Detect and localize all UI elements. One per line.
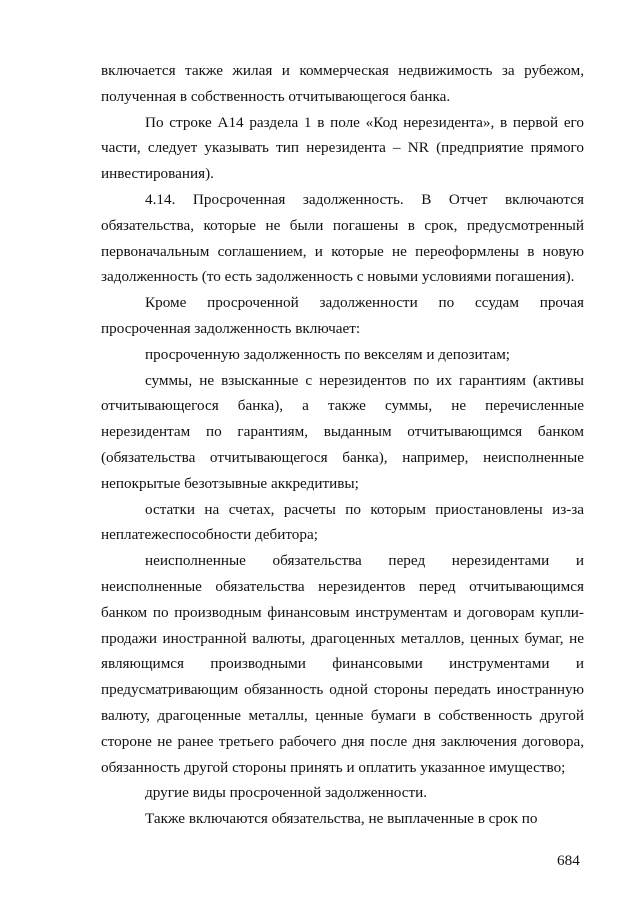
paragraph-section-4-14: 4.14. Просроченная задолженность. В Отчет включаются обязательства, которые не были погашены в срок, предусмотренный первоначальным соглашением, и которые не переоформлены в новую задолженность (то есть задолженность с новыми условиями погашения).: [101, 190, 584, 286]
list-item-derivatives: неисполненные обязательства перед нерезидентами и неисполненные обязательства нерезидентов перед отчитывающимся банком по производным финансовым инструментам и договорам купли-продажи иностранной валюты, драгоценных металлов, ценных бумаг, не являющимся производными финансовыми инструментами и предусматривающим обязанность одной стороны передать иностранную валюту, драгоценные металлы, ценные бумаги в собственность другой стороне не ранее третьего рабочего дня после дня заключения договора, обязанность другой стороны принять и оплатить указанное имущество;: [101, 552, 584, 776]
page-number: 684: [557, 852, 580, 869]
paragraph-other-overdue: Кроме просроченной задолженности по ссудам прочая просроченная задолженность включает:: [101, 294, 584, 337]
list-item-guarantees: суммы, не взысканные с нерезидентов по их гарантиям (активы отчитывающегося банка), а также суммы, не перечисленные нерезидентам по гарантиям, выданным отчитывающимся банком (обязательства отчитывающегося банка), например, неисполненные непокрытые безотзывные аккредитивы;: [101, 371, 584, 492]
list-item-account-balances: остатки на счетах, расчеты по которым приостановлены из-за неплатежеспособности дебитора;: [101, 500, 584, 544]
list-item-bills-deposits: просроченную задолженность по векселям и депозитам;: [145, 345, 511, 363]
document-page: [101, 58, 584, 832]
list-item-other-overdue: другие виды просроченной задолженности.: [145, 784, 428, 802]
paragraph-foreign-real-estate: включается также жилая и коммерческая недвижимость за рубежом, полученная в собственность отчитывающегося банка.: [101, 62, 584, 105]
paragraph-line-a14: По строке А14 раздела 1 в поле «Код нерезидента», в первой его части, следует указывать тип нерезидента – NR (предприятие прямого инвестирования).: [101, 113, 584, 183]
paragraph-also-included: Также включаются обязательства, не выплаченные в срок по: [145, 810, 538, 828]
